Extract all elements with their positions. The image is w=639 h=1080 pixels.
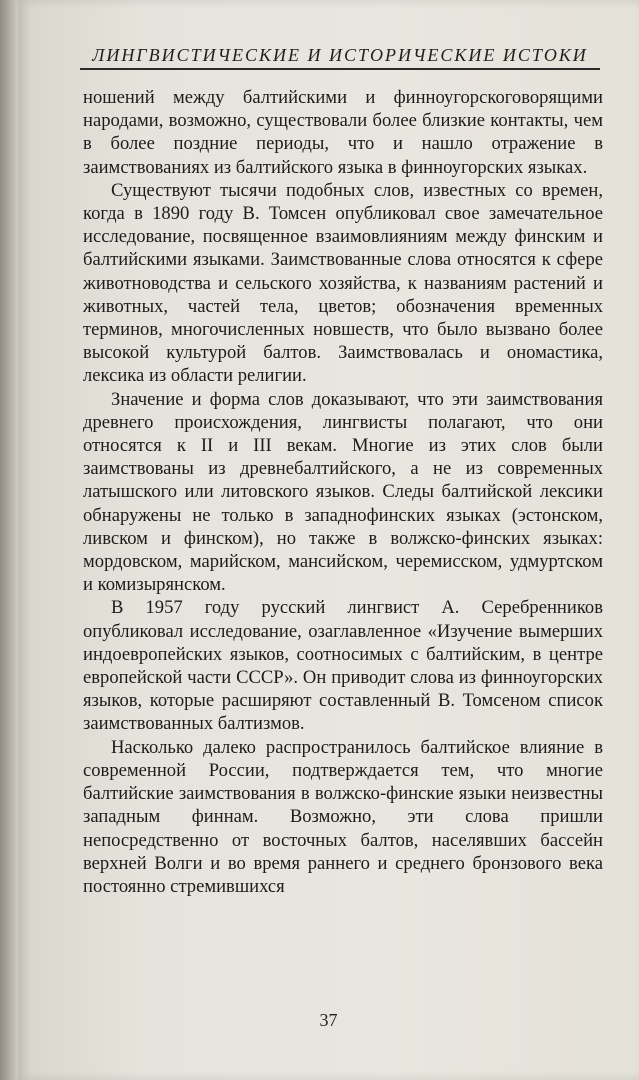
paragraph-1: ношений между балтийскими и финноугорскоговорящими народами, возможно, существовали более близкие контакты, чем в более поздние периоды, что и нашло отражение в заимствованиях из балтийского языка в финноугорских языках.	[83, 87, 603, 178]
paragraph-2: Существуют тысячи подобных слов, известных со времен, когда в 1890 году В. Томсен опубликовал свое замечательное исследование, посвященное взаимовлияниям между финским и балтийскими языками. Заимствованные слова относятся к сфере животноводства и сельского хозяйства, к названиям растений и животных, частей тела, цветов; обозначения временных терминов, многочисленных новшеств, что было вызвано более высокой культурой балтов. Заимствовалась и ономастика, лексика из области религии.	[83, 179, 603, 387]
page-number: 37	[319, 1010, 338, 1030]
book-page	[18, 0, 639, 1080]
paragraph-4: В 1957 году русский лингвист А. Серебренников опубликовал исследование, озаглавленное «Изучение вымерших индоевропейских языков, соотносимых с балтийским, в центре европейской части СССР». Он приводит слова из финноугорских языков, которые расширяют составленный В. Томсеном список заимствованных балтизмов.	[83, 597, 603, 735]
page-body-text	[83, 86, 603, 898]
paragraph-5: Насколько далеко распространилось балтийское влияние в современной России, подтверждается тем, что многие балтийские заимствования в волжско-финские языки неизвестны западным финнам. Возможно, эти слова пришли непосредственно от восточных балтов, населявших бассейн верхней Волги и во время раннего и среднего бронзового века постоянно стремившихся	[83, 736, 603, 897]
paragraph-3: Значение и форма слов доказывают, что эти заимствования древнего происхождения, лингвисты полагают, что они относятся к II и III векам. Многие из этих слов были заимствованы из древнебалтийского, а не из современных латышского или литовского языков. Следы балтийской лексики обнаружены не только в западнофинских языках (эстонском, ливском и финском), но также в волжско-финских языках: мордовском, марийском, мансийском, черемисском, удмуртском и комизырянском.	[83, 388, 603, 596]
running-header: ЛИНГВИСТИЧЕСКИЕ И ИСТОРИЧЕСКИЕ ИСТОКИ	[80, 44, 600, 70]
book-spine-shadow	[0, 0, 18, 1080]
